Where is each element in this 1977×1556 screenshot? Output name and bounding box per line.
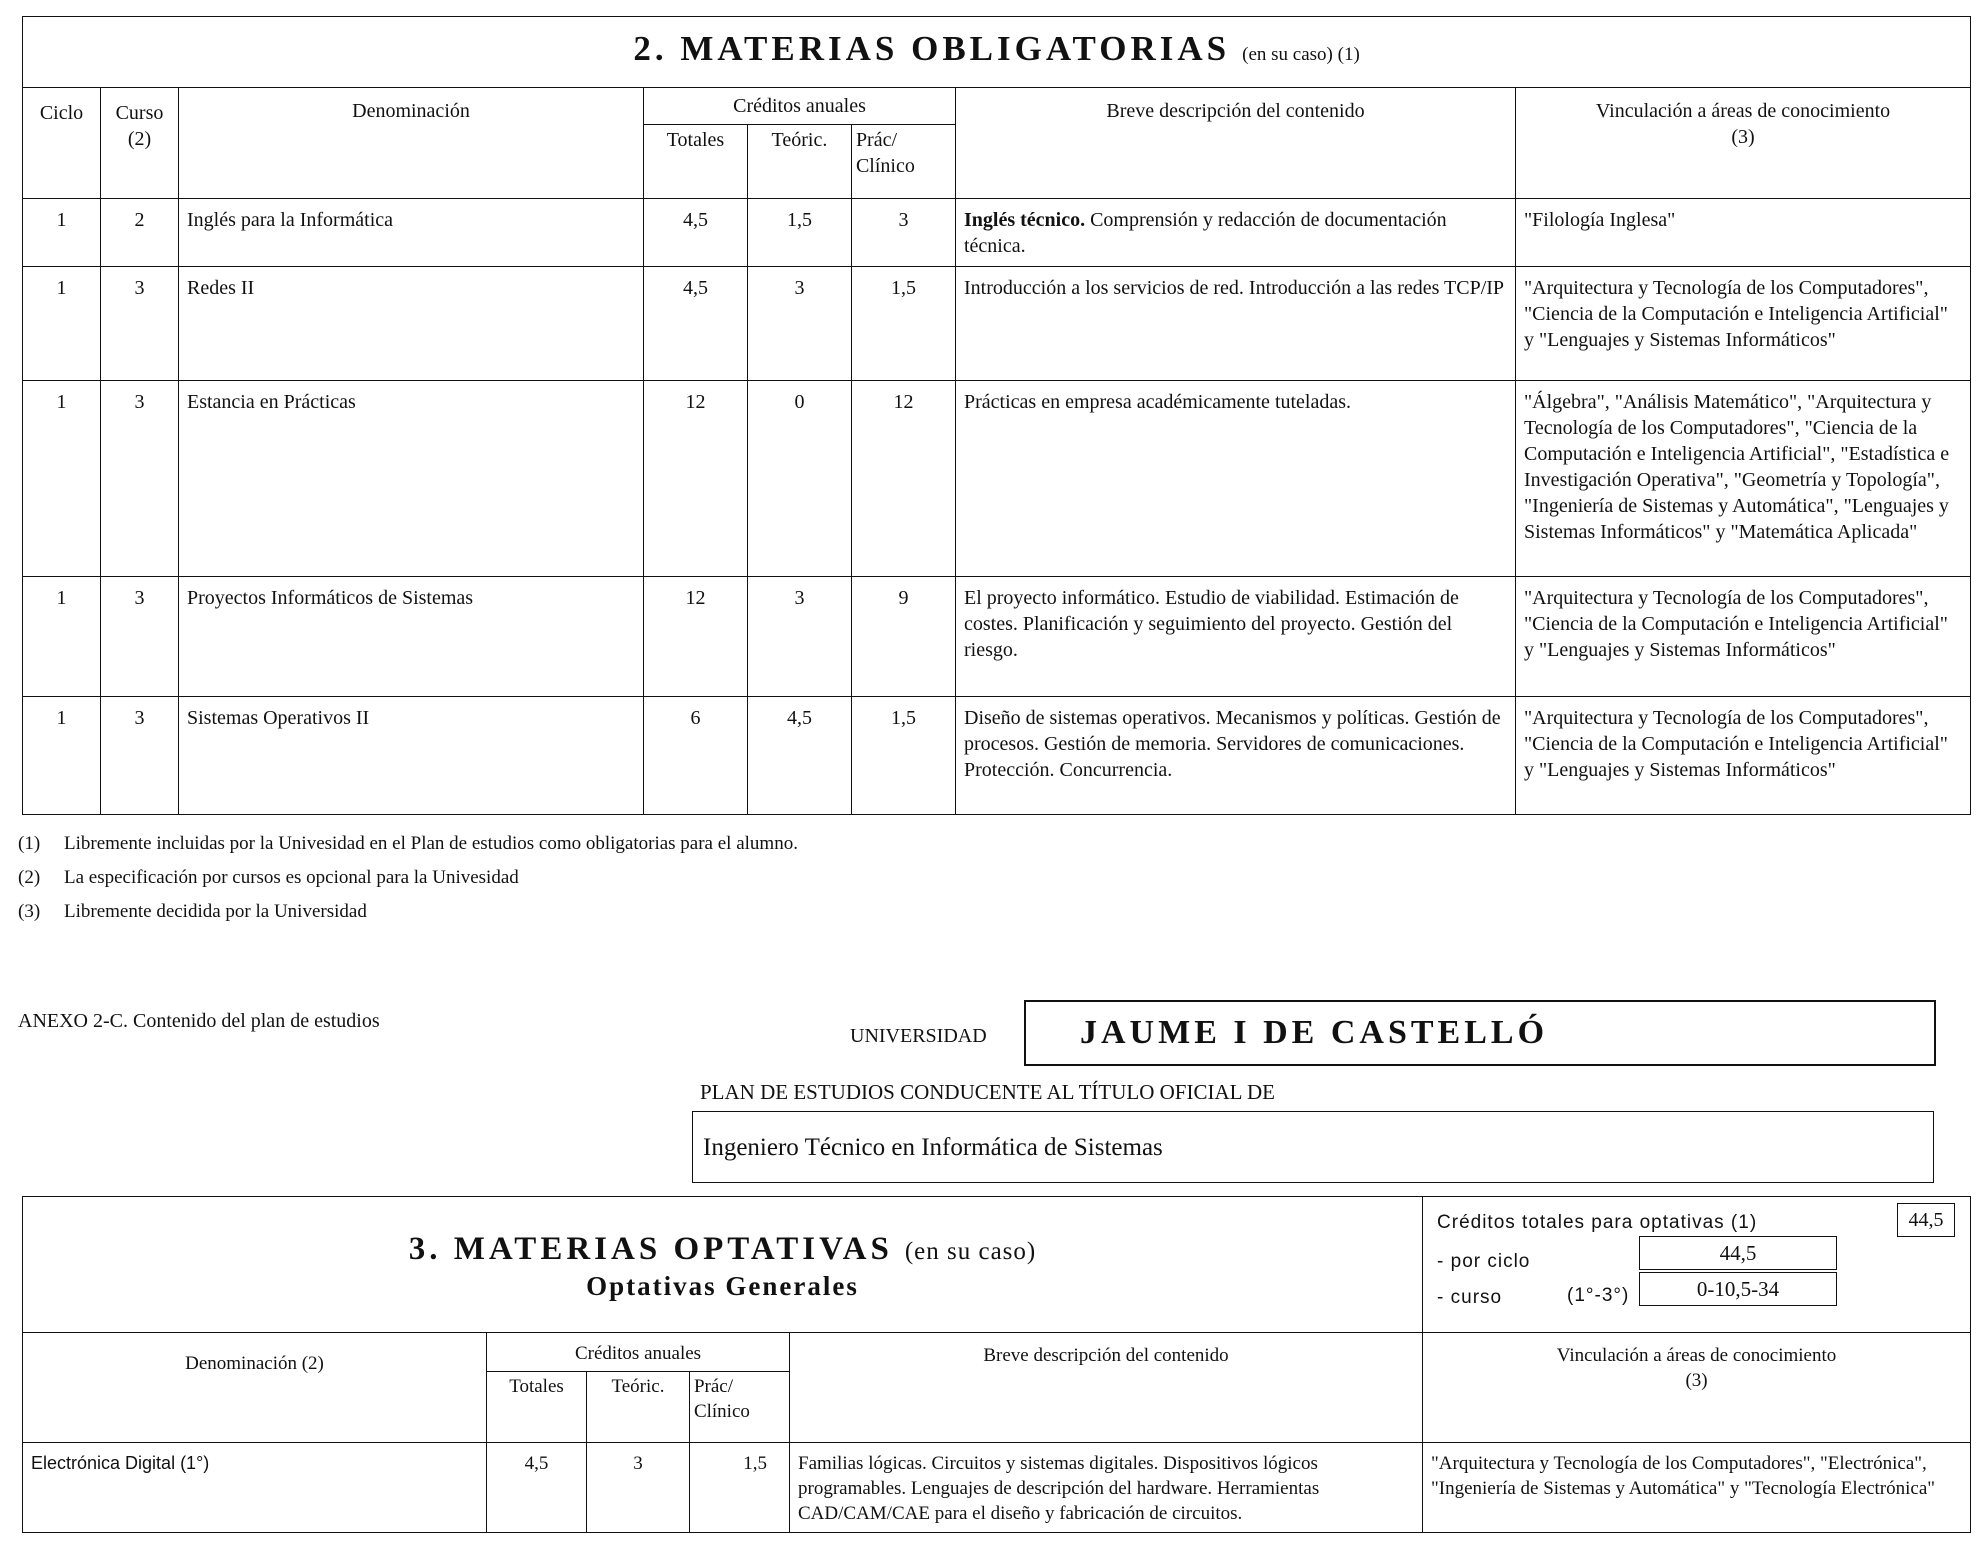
header-teoric: Teóric. (587, 1372, 690, 1442)
row-denominacion: Sistemas Operativos II (179, 697, 644, 815)
anexo-title: ANEXO 2-C. Contenido del plan de estudios (18, 1010, 380, 1032)
header-denominacion-label: Denominación (2) (185, 1353, 324, 1374)
section-2-title: 2. MATERIAS OBLIGATORIAS (633, 29, 1231, 68)
row-teoric: 1,5 (748, 199, 852, 267)
row-descripcion: Diseño de sistemas operativos. Mecanismos y políticas. Gestión de procesos. Gestión de memoria. Servidores de comunicaciones. Protección. Concurrencia. (956, 697, 1516, 815)
row-denominacion: Redes II (179, 267, 644, 381)
header-descripcion-label: Breve descripción del contenido (1106, 100, 1365, 122)
header-curso-label: Curso (115, 102, 164, 124)
header-vinculacion-label: Vinculación a áreas de conocimiento (1556, 1345, 1837, 1366)
header-prac: Prác/ Clínico (693, 1376, 750, 1422)
plan-label: PLAN DE ESTUDIOS CONDUCENTE AL TÍTULO OFICIAL DE (700, 1080, 1275, 1104)
row-denominacion: Proyectos Informáticos de Sistemas (179, 577, 644, 697)
header-vinculacion-label: Vinculación a áreas de conocimiento (1595, 100, 1891, 122)
row-vinculacion: "Arquitectura y Tecnología de los Computadores", "Ciencia de la Computación e Inteligencia Artificial" y "Lenguajes y Sistemas Informáticos" (1516, 697, 1971, 815)
row-prac: 1,5 (690, 1443, 790, 1533)
row-totales: 6 (644, 697, 748, 815)
header-totales: Totales (487, 1372, 587, 1442)
footnote-text: Libremente incluidas por la Univesidad en el Plan de estudios como obligatorias para el alumno. (64, 833, 798, 854)
row-teoric: 0 (748, 381, 852, 577)
header-vinculacion-note: (3) (1685, 1370, 1708, 1391)
materias-obligatorias-table (22, 16, 1971, 815)
row-descripcion: Familias lógicas. Circuitos y sistemas digitales. Dispositivos lógicos programables. Lenguajes de descripción del hardware. Herramientas CAD/CAM/CAE para el diseño y fabricación de circuitos. (790, 1443, 1423, 1533)
row-denominacion: Inglés para la Informática (179, 199, 644, 267)
header-vinculacion (1423, 1333, 1971, 1443)
table-row (23, 381, 1971, 577)
por-ciclo-label: - por ciclo (1437, 1251, 1531, 1272)
header-descripcion (956, 88, 1516, 199)
header-creditos (644, 88, 956, 199)
row-vinculacion: "Arquitectura y Tecnología de los Computadores", "Ciencia de la Computación e Inteligencia Artificial" y "Lenguajes y Sistemas Informáticos" (1516, 267, 1971, 381)
row-curso: 3 (101, 381, 179, 577)
universidad-name: JAUME I DE CASTELLÓ (1080, 1014, 1549, 1051)
row-prac: 1,5 (852, 267, 956, 381)
footnote-number: (3) (18, 901, 41, 922)
creditos-optativas-total: 44,5 (1897, 1203, 1955, 1237)
header-totales: Totales (644, 125, 748, 198)
row-totales: 4,5 (487, 1443, 587, 1533)
header-denominacion (23, 1333, 487, 1443)
header-vinculacion-note: (3) (1731, 126, 1755, 148)
table-row (23, 1443, 1971, 1533)
materias-optativas-table (22, 1196, 1971, 1533)
section-3-title-note: (en su caso) (904, 1238, 1037, 1265)
header-denominacion (179, 88, 644, 199)
row-descripcion: Introducción a los servicios de red. Introducción a las redes TCP/IP (956, 267, 1516, 381)
creditos-optativas-cell (1423, 1197, 1971, 1333)
header-curso-note: (2) (127, 128, 152, 150)
row-ciclo: 1 (23, 697, 101, 815)
row-totales: 4,5 (644, 267, 748, 381)
header-creditos (487, 1333, 790, 1443)
header-teoric: Teóric. (748, 125, 852, 198)
header-creditos-label: Créditos anuales (733, 95, 866, 117)
section-3-title-cell (23, 1197, 1423, 1333)
header-denominacion-label: Denominación (352, 100, 470, 122)
row-teoric: 4,5 (748, 697, 852, 815)
footnote-text: Libremente decidida por la Universidad (64, 901, 367, 922)
row-vinculacion: "Arquitectura y Tecnología de los Computadores", "Electrónica", "Ingeniería de Sistemas y Automática" y "Tecnología Electrónica" (1423, 1443, 1971, 1533)
footnote-number: (2) (18, 867, 41, 888)
row-prac: 12 (852, 381, 956, 577)
row-teoric: 3 (748, 577, 852, 697)
footnote-3 (18, 900, 367, 924)
row-totales: 12 (644, 381, 748, 577)
row-descripcion-text: Comprensión y redacción de documentación técnica. (964, 209, 1447, 257)
row-curso: 3 (101, 577, 179, 697)
row-curso: 3 (101, 267, 179, 381)
header-descripcion (790, 1333, 1423, 1443)
row-ciclo: 1 (23, 267, 101, 381)
universidad-box (1024, 1000, 1936, 1066)
section-3-subtitle: Optativas Generales (586, 1271, 859, 1301)
row-ciclo: 1 (23, 577, 101, 697)
curso-range: (1°-3°) (1567, 1285, 1630, 1306)
titulo-text: Ingeniero Técnico en Informática de Sistemas (703, 1134, 1163, 1161)
row-descripcion-bold: Inglés técnico. (964, 209, 1086, 231)
row-descripcion (956, 199, 1516, 267)
row-prac: 3 (852, 199, 956, 267)
section-2-title-note: (en su caso) (1) (1242, 44, 1360, 65)
header-creditos-label: Créditos anuales (574, 1343, 702, 1364)
table-row (23, 697, 1971, 815)
row-teoric: 3 (748, 267, 852, 381)
row-vinculacion: "Arquitectura y Tecnología de los Computadores", "Ciencia de la Computación e Inteligencia Artificial" y "Lenguajes y Sistemas Informáticos" (1516, 577, 1971, 697)
row-teoric: 3 (587, 1443, 690, 1533)
row-ciclo: 1 (23, 381, 101, 577)
section-2-title-cell (23, 17, 1971, 88)
header-curso (101, 88, 179, 199)
section-3-title: 3. MATERIAS OPTATIVAS (408, 1231, 893, 1267)
universidad-label: UNIVERSIDAD (850, 1025, 987, 1047)
row-prac: 9 (852, 577, 956, 697)
footnote-number: (1) (18, 833, 41, 854)
footnote-2 (18, 866, 519, 890)
row-ciclo: 1 (23, 199, 101, 267)
curso-label: - curso (1437, 1287, 1503, 1308)
footnote-text: La especificación por cursos es opcional para la Univesidad (64, 867, 519, 888)
row-totales: 12 (644, 577, 748, 697)
row-curso: 3 (101, 697, 179, 815)
header-ciclo-label: Ciclo (39, 102, 84, 124)
header-prac: Prác/ Clínico (855, 129, 915, 177)
header-vinculacion (1516, 88, 1971, 199)
row-descripcion: El proyecto informático. Estudio de viabilidad. Estimación de costes. Planificación y seguimiento del proyecto. Gestión del riesgo. (956, 577, 1516, 697)
header-descripcion-label: Breve descripción del contenido (983, 1345, 1229, 1366)
table-row (23, 267, 1971, 381)
row-descripcion: Prácticas en empresa académicamente tuteladas. (956, 381, 1516, 577)
curso-value: 0-10,5-34 (1639, 1272, 1837, 1306)
row-denominacion: Electrónica Digital (1°) (23, 1443, 487, 1533)
row-vinculacion: "Filología Inglesa" (1516, 199, 1971, 267)
row-totales: 4,5 (644, 199, 748, 267)
row-prac: 1,5 (852, 697, 956, 815)
row-denominacion: Estancia en Prácticas (179, 381, 644, 577)
row-vinculacion: "Álgebra", "Análisis Matemático", "Arquitectura y Tecnología de los Computadores", "Ciencia de la Computación e Inteligencia Artificial", "Estadística e Investigación Operativa", "Geometría y Topología", "Ingeniería de Sistemas y Automática", "Lenguajes y Sistemas Informáticos" y "Matemática Aplicada" (1516, 381, 1971, 577)
table-row (23, 577, 1971, 697)
table-row (23, 199, 1971, 267)
por-ciclo-value: 44,5 (1639, 1236, 1837, 1270)
creditos-optativas-label: Créditos totales para optativas (1) (1437, 1212, 1758, 1233)
header-ciclo (23, 88, 101, 199)
titulo-box (692, 1111, 1934, 1183)
footnote-1 (18, 832, 798, 856)
row-curso: 2 (101, 199, 179, 267)
